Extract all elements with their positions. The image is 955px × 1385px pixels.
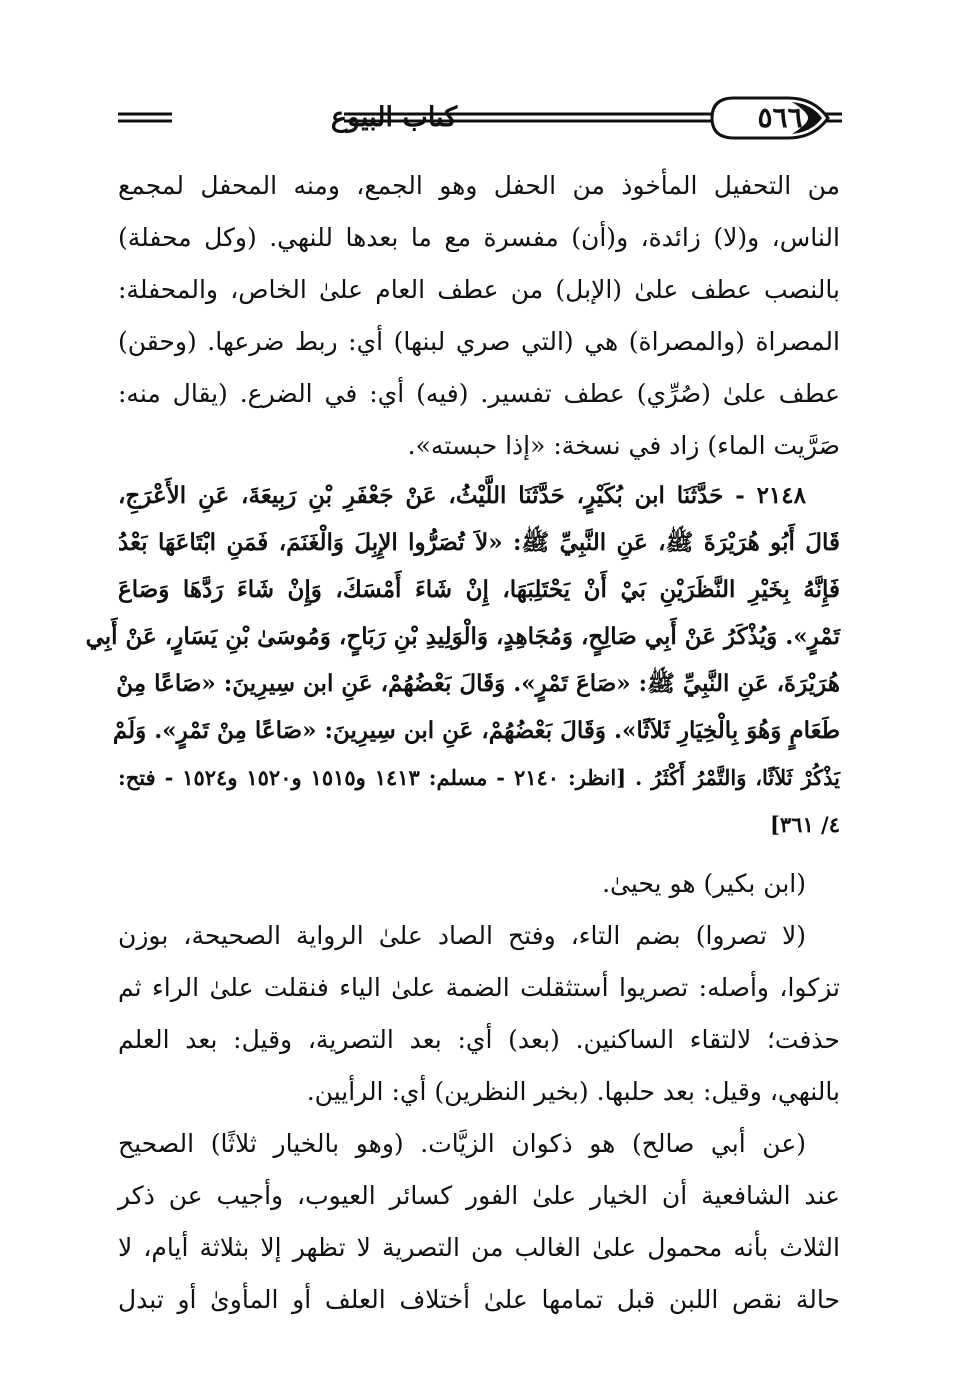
hadith-line: هُرَيْرَةَ، عَنِ النَّبِيِّ ﷺ: «صَاعَ تَمْرٍ». وَقَالَ بَعْضُهُمْ، عَنِ ابن سِيرِينَ: «صَاعًا مِنْ [116, 670, 840, 697]
text-line: الناس، و(لا) زائدة، و(أن) مفسرة مع ما بعدها للنهي. (وكل محفلة) [118, 223, 840, 252]
commentary-line: (ابن بكير) هو يحيىٰ. [602, 869, 806, 898]
section-gap [118, 848, 840, 858]
text-line: عطف علىٰ (صُرِّي) عطف تفسير. (فيه) أي: في الضرع. (يقال منه: [118, 379, 840, 408]
hadith-line: قَالَ أَبُو هُرَيْرَةَ ﷺ، عَنِ النَّبِيِّ ﷺ: «لاَ تُصَرُّوا الإِبِلَ وَالْغَنَمَ، فَمَنِ ابْتَاعَهَا بَعْدُ [118, 529, 840, 556]
text-line: صَرَّيت الماء) زاد في نسخة: «إذا حبسته». [407, 431, 840, 460]
text-line: المصراة (والمصراة) هي (التي صري لبنها) أي: ربط ضرعها. (وحقن) [118, 327, 840, 356]
hadith-text [85, 472, 841, 848]
hadith-line: ٢١٤٨ - حَدَّثَنَا ابن بُكَيْرٍ، حَدَّثَنَا اللَّيْثُ، عَنْ جَعْفَرِ بْنِ رَبِيعَةَ، عَنِ الأَعْرَجِ، [118, 482, 806, 509]
hadith-line: طَعَامٍ وَهُوَ بِالْخِيَارِ ثَلاَثًا». وَقَالَ بَعْضُهُمْ، عَنِ ابن سِيرِينَ: «صَاعًا مِنْ تَمْرٍ». وَلَمْ [112, 717, 840, 744]
commentary-line: حالة نقص اللبن قبل تمامها علىٰ أختلاف العلف أو المأوىٰ أو تبدل [118, 1285, 840, 1314]
main-text [85, 160, 841, 1326]
running-title: كتاب البيوع [330, 102, 458, 133]
commentary-line: بالنهي، وقيل: بعد حلبها. (بخير النظرين) أي: الرأيين. [306, 1077, 840, 1106]
commentary-line: تزكوا، وأصله: تصريوا أستثقلت الضمة علىٰ الياء فنقلت علىٰ الراء ثم [118, 973, 840, 1002]
commentary-continuation [118, 160, 840, 472]
commentary-line: (عن أبي صالح) هو ذكوان الزيَّات. (وهو بالخيار ثلاثًا) الصحيح [118, 1129, 806, 1158]
hadith-reference: يَذْكُرْ ثَلاَثًا، وَالتَّمْرُ أَكْثَرُ . [انظر: ٢١٤٠ - مسلم: ١٤١٣ و١٥١٥ و١٥٢٠ و١٥٢٤ - فتح: [118, 765, 841, 790]
hadith-line: فَإِنَّهُ بِخَيْرِ النَّظَرَيْنِ بَيْ أَنْ يَحْتَلِبَهَا، إِنْ شَاءَ أَمْسَكَ، وَإِنْ شَاءَ رَدَّهَا وَصَاعَ [118, 576, 840, 603]
text-line: بالنصب عطف علىٰ (الإبل) من عطف العام علىٰ الخاص، والمحفلة: [118, 275, 840, 304]
hadith-reference: ٤/ ٣٦١] [769, 812, 840, 837]
page-header [112, 92, 847, 144]
commentary-line: الثلاث بأنه محمول علىٰ الغالب من التصرية لا تظهر إلا بثلاثة أيام، لا [118, 1233, 840, 1262]
page-number: ٥٦٦ [757, 101, 803, 134]
commentary-text [118, 858, 840, 1326]
text-line: من التحفيل المأخوذ من الحفل وهو الجمع، ومنه المحفل لمجمع [118, 171, 840, 200]
hadith-line: تَمْرٍ». وَيُذْكَرُ عَنْ أَبِي صَالِحٍ، وَمُجَاهِدٍ، وَالْوَلِيدِ بْنِ رَبَاحٍ، وَمُوسَىٰ بْنِ يَسَارٍ، عَنْ أَبِي [85, 623, 840, 650]
commentary-line: حذفت؛ لالتقاء الساكنين. (بعد) أي: بعد التصرية، وقيل: بعد العلم [118, 1025, 840, 1054]
commentary-line: (لا تصروا) بضم التاء، وفتح الصاد علىٰ الرواية الصحيحة، بوزن [118, 921, 806, 950]
commentary-line: عند الشافعية أن الخيار علىٰ الفور كسائر العيوب، وأجيب عن ذكر [118, 1181, 840, 1210]
